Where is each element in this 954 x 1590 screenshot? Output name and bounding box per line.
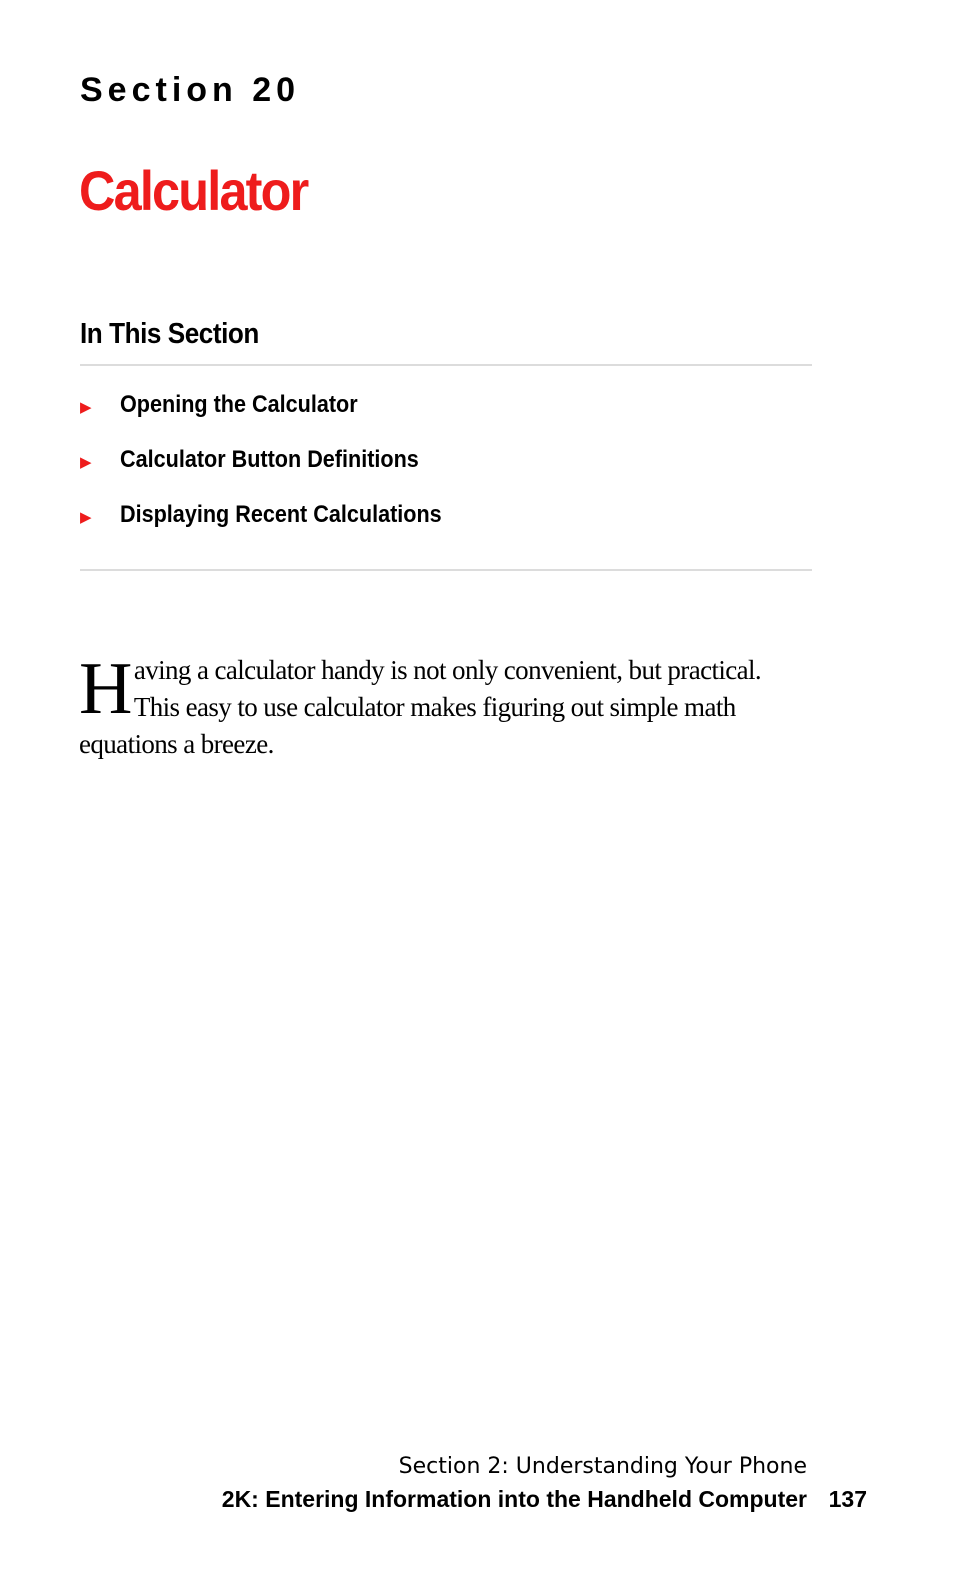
- toc-item-label: Calculator Button Definitions: [120, 446, 419, 473]
- footer-section-title: Section 2: Understanding Your Phone: [398, 1454, 807, 1479]
- page-number: 137: [828, 1486, 867, 1512]
- toc-item-label: Opening the Calculator: [120, 391, 358, 418]
- toc-list: [80, 385, 477, 550]
- footer-chapter-title: 2K: Entering Information into the Handheld Computer: [221, 1486, 807, 1512]
- chapter-title: Calculator: [79, 159, 308, 222]
- toc-item-label: Displaying Recent Calculations: [120, 501, 442, 528]
- section-label: Section 20: [80, 71, 301, 109]
- toc-heading: In This Section: [80, 318, 259, 350]
- intro-paragraph: [79, 648, 779, 763]
- triangle-right-icon: ▶: [80, 508, 92, 526]
- toc-top-divider: [80, 364, 812, 366]
- intro-text: aving a calculator handy is not only convenient, but practical. This easy to use calculator makes figuring out simple math equations a breeze.: [79, 655, 762, 759]
- toc-item-displaying-recent-calculations[interactable]: [80, 495, 477, 550]
- toc-item-calculator-button-definitions[interactable]: [80, 440, 477, 495]
- triangle-right-icon: ▶: [80, 398, 92, 416]
- toc-bottom-divider: [80, 569, 812, 571]
- drop-cap: H: [79, 648, 132, 730]
- triangle-right-icon: ▶: [80, 453, 92, 471]
- toc-item-opening-the-calculator[interactable]: [80, 385, 477, 440]
